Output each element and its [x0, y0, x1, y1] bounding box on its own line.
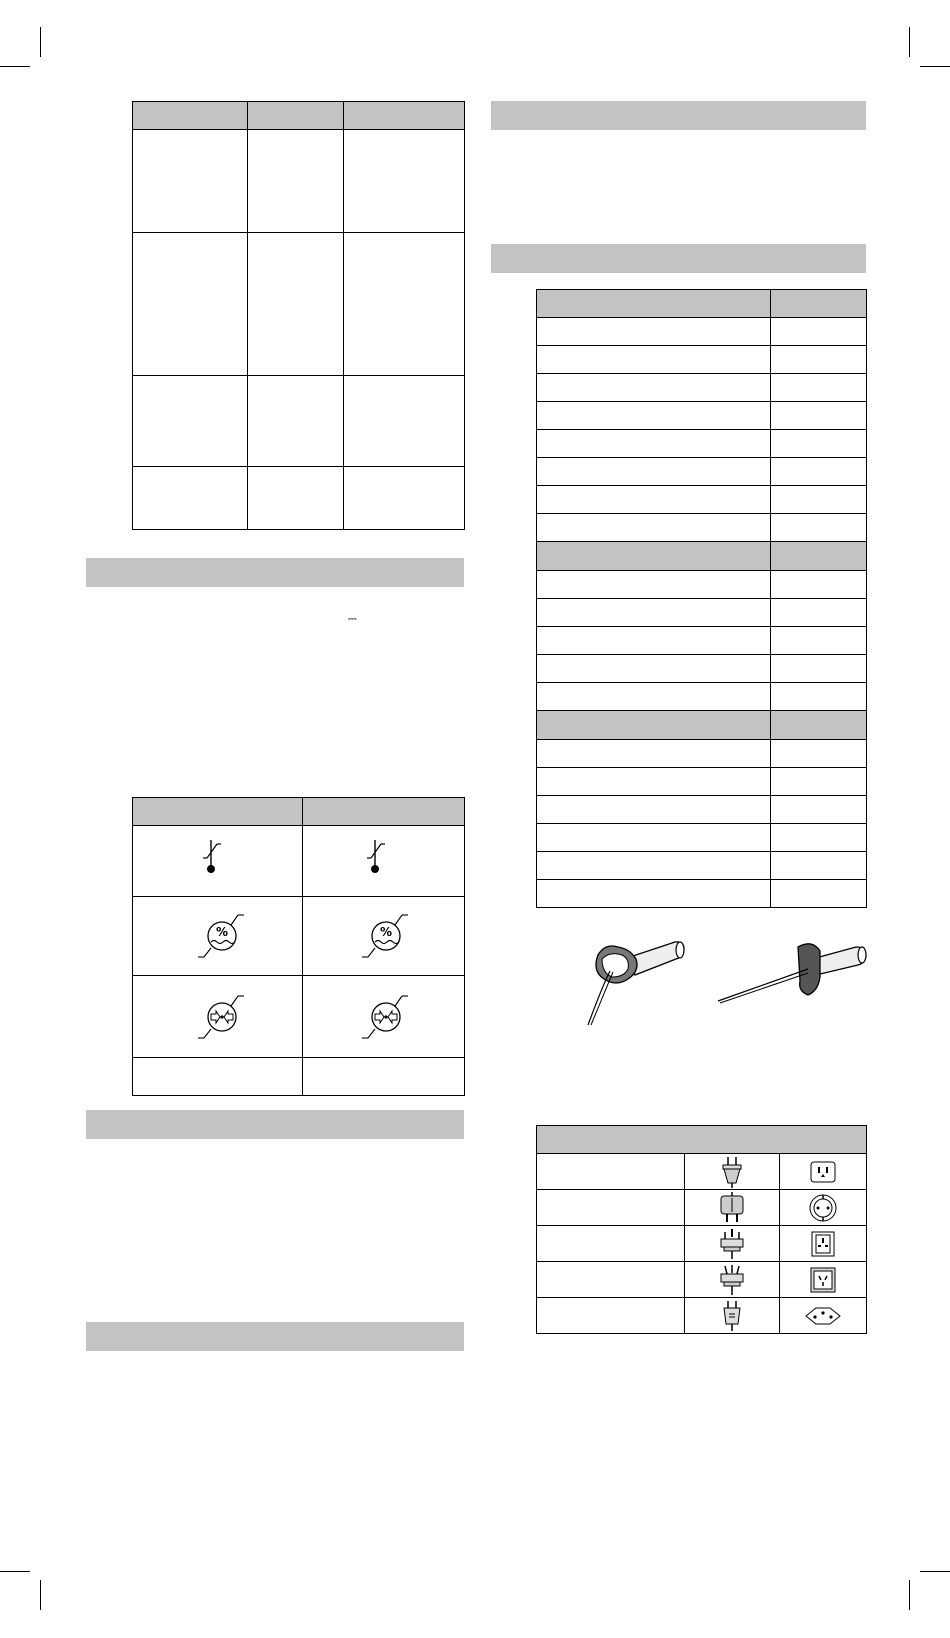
table-row: [537, 852, 867, 880]
table-header: [303, 798, 465, 826]
table-row: [133, 976, 465, 1058]
table-row: [537, 1298, 867, 1334]
table-row: [133, 233, 465, 376]
table-row: [537, 458, 867, 486]
socket-type-j-icon: [780, 1298, 867, 1334]
table-header: [344, 102, 465, 130]
plug-type-j-icon: [685, 1298, 780, 1334]
section-heading-band: [491, 244, 866, 273]
table-row: [537, 486, 867, 514]
table-row: [537, 1262, 867, 1298]
table-row: [537, 599, 867, 627]
table-header: [248, 102, 344, 130]
spec-table-top: [132, 101, 465, 530]
table-row: [537, 346, 867, 374]
table-group-header: [537, 542, 867, 571]
plug-type-a-icon: [685, 1154, 780, 1190]
section-heading-band: [491, 101, 866, 130]
table-header: [537, 1126, 867, 1154]
table-row: [537, 571, 867, 599]
table-row: [537, 374, 867, 402]
table-row: [537, 768, 867, 796]
svg-text:%: %: [215, 925, 229, 939]
nozzle-attachment-short-icon: [580, 937, 690, 1027]
table-row: [537, 824, 867, 852]
section-heading-band: [86, 1110, 464, 1139]
table-row: [133, 1058, 465, 1096]
dc-symbol: ⎓: [348, 612, 357, 625]
table-group-header: [537, 711, 867, 740]
table-row: [133, 897, 465, 976]
table-row: [537, 1190, 867, 1226]
table-row: [537, 402, 867, 430]
svg-text:%: %: [379, 925, 393, 939]
section-heading-band: [86, 1322, 464, 1351]
plug-socket-table: [536, 1125, 867, 1334]
temperature-limit-icon: [303, 826, 465, 897]
table-row: [537, 318, 867, 346]
table-row: [537, 796, 867, 824]
table-header: [133, 798, 303, 826]
plug-type-f-icon: [685, 1190, 780, 1226]
plug-type-i-icon: [685, 1262, 780, 1298]
table-row: [537, 1226, 867, 1262]
table-row: [537, 627, 867, 655]
table-row: [537, 880, 867, 908]
table-row: [537, 514, 867, 542]
table-row: [537, 683, 867, 711]
socket-type-i-icon: [780, 1262, 867, 1298]
table-row: [133, 826, 465, 897]
plug-type-g-icon: [685, 1226, 780, 1262]
nozzle-attachment-long-icon: [716, 941, 868, 1011]
contents-list-table: [536, 289, 867, 908]
temperature-limit-icon: [133, 826, 303, 897]
table-row: [537, 430, 867, 458]
table-group-header: [537, 290, 867, 318]
socket-type-f-icon: [780, 1190, 867, 1226]
table-row: [537, 740, 867, 768]
humidity-limit-icon: [133, 897, 303, 976]
table-row: [537, 1154, 867, 1190]
table-row: [133, 130, 465, 233]
socket-type-a-icon: [780, 1154, 867, 1190]
socket-type-g-icon: [780, 1226, 867, 1262]
table-row: [133, 376, 465, 467]
environment-conditions-table: [132, 797, 465, 1096]
atmospheric-pressure-limit-icon: [133, 976, 303, 1058]
humidity-limit-icon: [303, 897, 465, 976]
atmospheric-pressure-limit-icon: [303, 976, 465, 1058]
table-header: [133, 102, 248, 130]
section-heading-band: [86, 558, 464, 587]
table-row: [133, 467, 465, 530]
table-row: [537, 655, 867, 683]
